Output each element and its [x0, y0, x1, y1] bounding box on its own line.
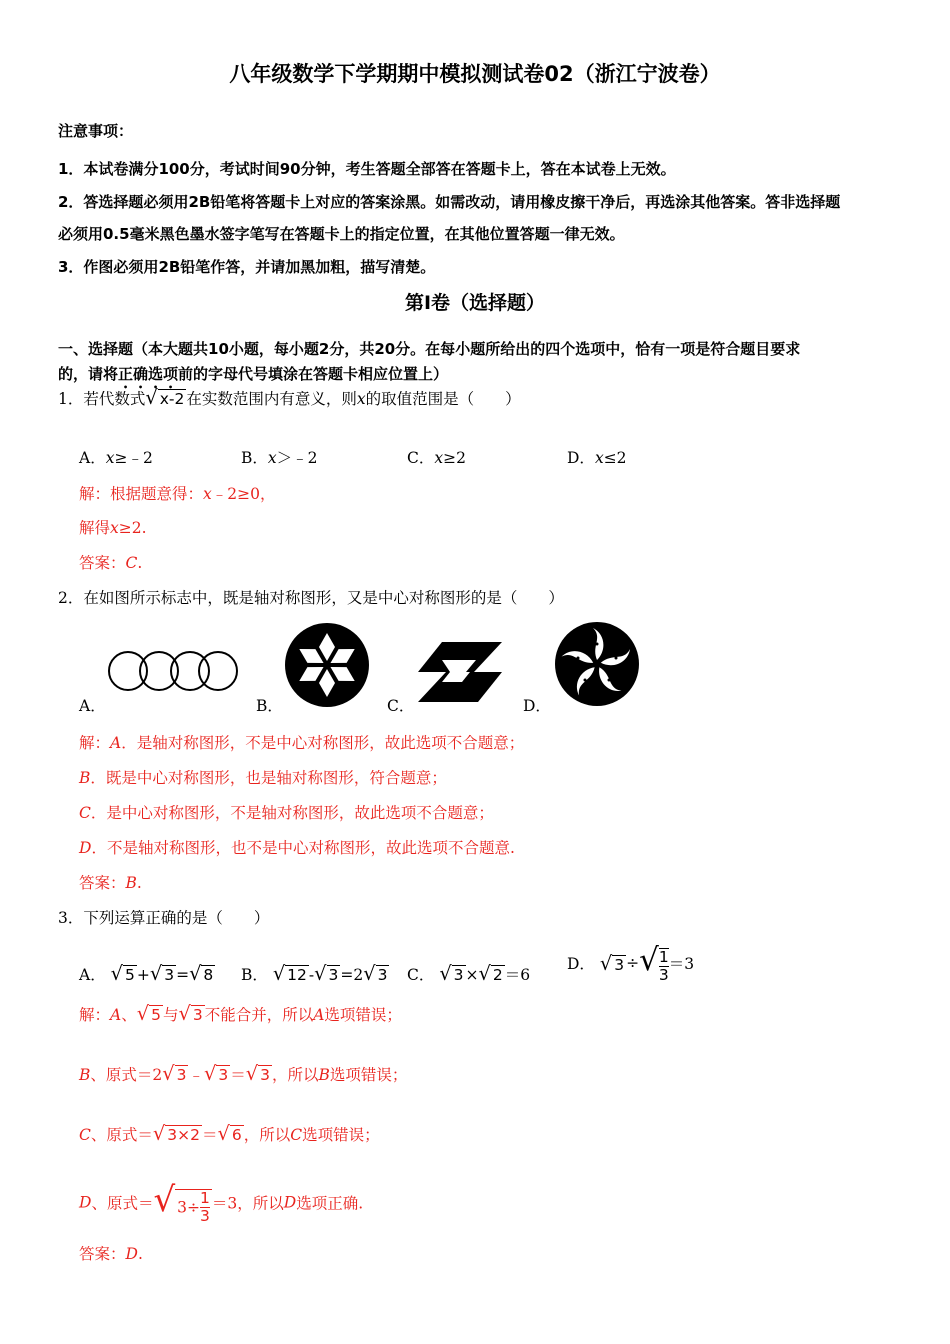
q1-answer: 答案：C. — [79, 554, 143, 572]
q2-option-b-label: B． — [256, 697, 283, 715]
suzuki-s-logo — [414, 638, 506, 706]
sqrt-expression: √ x-2 — [145, 386, 185, 409]
question-3-stem: 3．下列运算正确的是（ ） — [58, 909, 270, 927]
q2-solution-a: 解：A．是轴对称图形，不是中心对称图形，故此选项不合题意； — [79, 734, 525, 752]
q3-solution-c: C、原式＝√ 3×2 ＝√ 6 ，所以C选项错误； — [79, 1122, 380, 1145]
question-1-stem: 1．若代数式√ x-2 在实数范围内有意义，则x的取值范围是（ ） — [58, 386, 521, 409]
q3-solution-b: B、原式＝2√ 3 ﹣√ 3 ＝√ 3 ，所以B选项错误； — [79, 1062, 408, 1085]
part1-instructions-line-2: 的，请将正确选项前的字母代号填涂在答题卡相应位置上） — [58, 365, 449, 383]
q3-solution-d: D、原式＝√ 3÷ $\frac{1}{3}$ ＝3，所以D选项正确. — [79, 1180, 364, 1225]
q1-option-b: B．x＞﹣2 — [241, 449, 318, 467]
q2-option-d-label: D． — [523, 697, 551, 715]
olympic-rings-logo — [106, 648, 240, 696]
q1-option-d: D．x≤2 — [567, 449, 627, 467]
bauhinia-flower-logo — [554, 621, 640, 707]
q3-solution-a: 解：A、√ 5 与√ 3 不能合并，所以A选项错误； — [79, 1002, 402, 1025]
part1-instructions-line-1: 一、选择题（本大题共10小题，每小题2分，共20分。在每小题所给出的四个选项中，恰有一项是符合题目要求 — [58, 340, 801, 358]
q2-solution-d: D．不是轴对称图形，也不是中心对称图形，故此选项不合题意. — [79, 839, 515, 857]
q3-option-d: D． √ 3 ÷√ $\frac{1}{3}$ ＝3 — [567, 942, 695, 984]
note-item-2-line-2: 必须用0.5毫米黑色墨水签字笔写在答题卡上的指定位置，在其他位置答题一律无效。 — [58, 225, 625, 243]
q3-answer: 答案：D. — [79, 1245, 143, 1263]
q3-option-b: B． √ 12 -√ 3 =2√ 3 — [241, 962, 388, 985]
note-item-1: 1．本试卷满分100分，考试时间90分钟，考生答题全部答在答题卡上，答在本试卷上无效。 — [58, 160, 676, 178]
q2-solution-c: C．是中心对称图形，不是轴对称图形，故此选项不合题意； — [79, 804, 494, 822]
hexagon-star-logo — [284, 622, 370, 708]
notes-heading: 注意事项： — [58, 122, 134, 140]
q3-option-c: C． √ 3 ×√ 2 ＝6 — [407, 962, 531, 985]
emphasis-text: 正确选项 — [118, 365, 179, 383]
q3-option-a: A． √ 5 +√ 3 =√ 8 — [79, 962, 214, 985]
page-title: 八年级数学下学期期中模拟测试卷02（浙江宁波卷） — [229, 62, 721, 86]
q1-solution-line-1: 解：根据题意得：x﹣2≥0， — [79, 485, 276, 503]
q1-solution-line-2: 解得x≥2. — [79, 519, 147, 537]
q2-answer: 答案：B. — [79, 874, 142, 892]
note-item-3: 3．作图必须用2B铅笔作答，并请加黑加粗，描写清楚。 — [58, 258, 436, 276]
note-item-2-line-1: 2．答选择题必须用2B铅笔将答题卡上对应的答案涂黑。如需改动，请用橡皮擦干净后，再选涂其他答案。答非选择题 — [58, 193, 841, 211]
q2-option-a-label: A． — [79, 697, 106, 715]
q1-option-a: A．x≥﹣2 — [79, 449, 153, 467]
q2-option-c-label: C． — [387, 697, 415, 715]
q2-solution-b: B．既是中心对称图形，也是轴对称图形，符合题意； — [79, 769, 447, 787]
question-2-stem: 2．在如图所示标志中，既是轴对称图形，又是中心对称图形的是（ ） — [58, 589, 564, 607]
q1-option-c: C．x≥2 — [407, 449, 466, 467]
section-title: 第Ⅰ卷（选择题） — [404, 292, 546, 314]
